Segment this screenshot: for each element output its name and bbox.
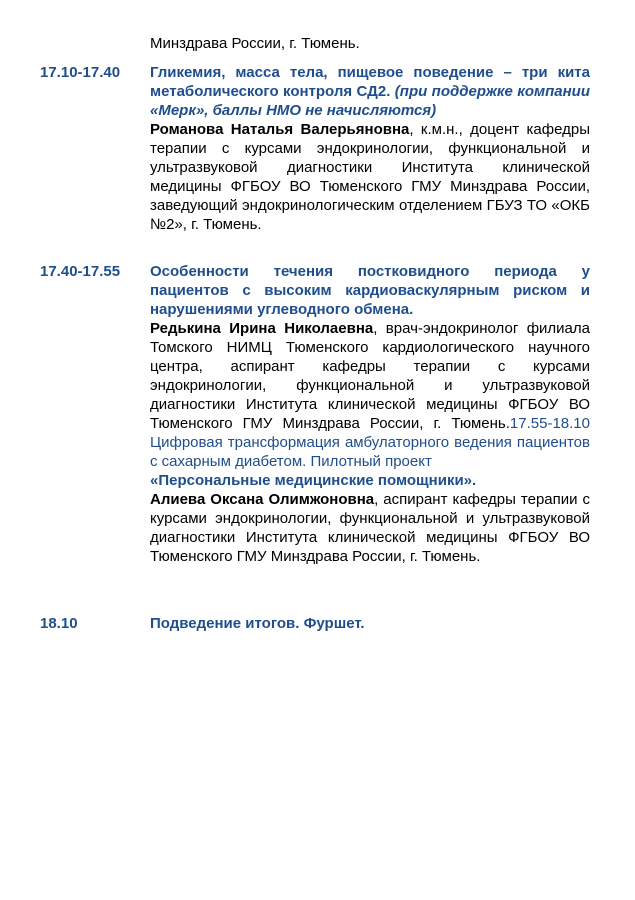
session-subtitle: «Персональные медицинские помощники». [150,472,477,489]
inline-session-title: 17.55-18.10 Цифровая трансформация амбулаторного ведения пациентов с сахарным диабетом. Пилотный проект [150,415,590,470]
session-time: 17.40-17.55 [40,263,121,280]
speaker-name: Редькина Ирина Николаевна [150,320,374,337]
session-content [150,262,590,566]
session-title [150,63,590,120]
session-title: Особенности течения постковидного периода у пациентов с высоким кардиоваскулярным риском и нарушениями углеводного обмена. [150,263,590,318]
speaker-info [150,120,590,234]
session-title-text: Гликемия, масса тела, пищевое поведение – три кита метаболического контроля СД2. [150,64,590,100]
session-time: 17.10-17.40 [40,64,121,81]
speaker-details: , к.м.н., доцент кафедры терапии с курсами эндокринологии, функциональной и ультразвуковой диагностики Института клинической медицины ФГБОУ ВО Тюменского ГМУ Минздрава России, заведующий эндокринологическим отделением ГБУЗ ТО «ОКБ №2», г. Тюмень. [150,121,590,233]
session-content [150,63,590,234]
speaker-info [150,319,590,471]
session-content [150,614,590,633]
speaker-name: Романова Наталья Валерьяновна [150,121,410,138]
session-time: 18.10 [40,615,78,632]
speaker2-name: Алиева Оксана Олимжоновна [150,491,375,508]
session-title: Подведение итогов. Фуршет. [150,615,365,632]
speaker-details: , врач-эндокринолог филиала Томского НИМЦ Тюменского кардиологического научного центра, аспирант кафедры терапии с курсами эндокринологии, функциональной и ультразвуковой диагностики Института клинической медицины ФГБОУ ВО Тюменского ГМУ Минздрава России, г. Тюмень. [150,320,590,432]
speaker2-details: , аспирант кафедры терапии с курсами эндокринологии, функциональной и ультразвуковой диагностики Института клинической медицины ФГБОУ ВО Тюменского ГМУ Минздрава России, г. Тюмень. [150,491,590,565]
continuation-text: Минздрава России, г. Тюмень. [150,35,360,52]
session-note: (при поддержке компании «Мерк», баллы НМО не начисляются) [150,83,590,119]
speaker2-info [150,490,590,566]
